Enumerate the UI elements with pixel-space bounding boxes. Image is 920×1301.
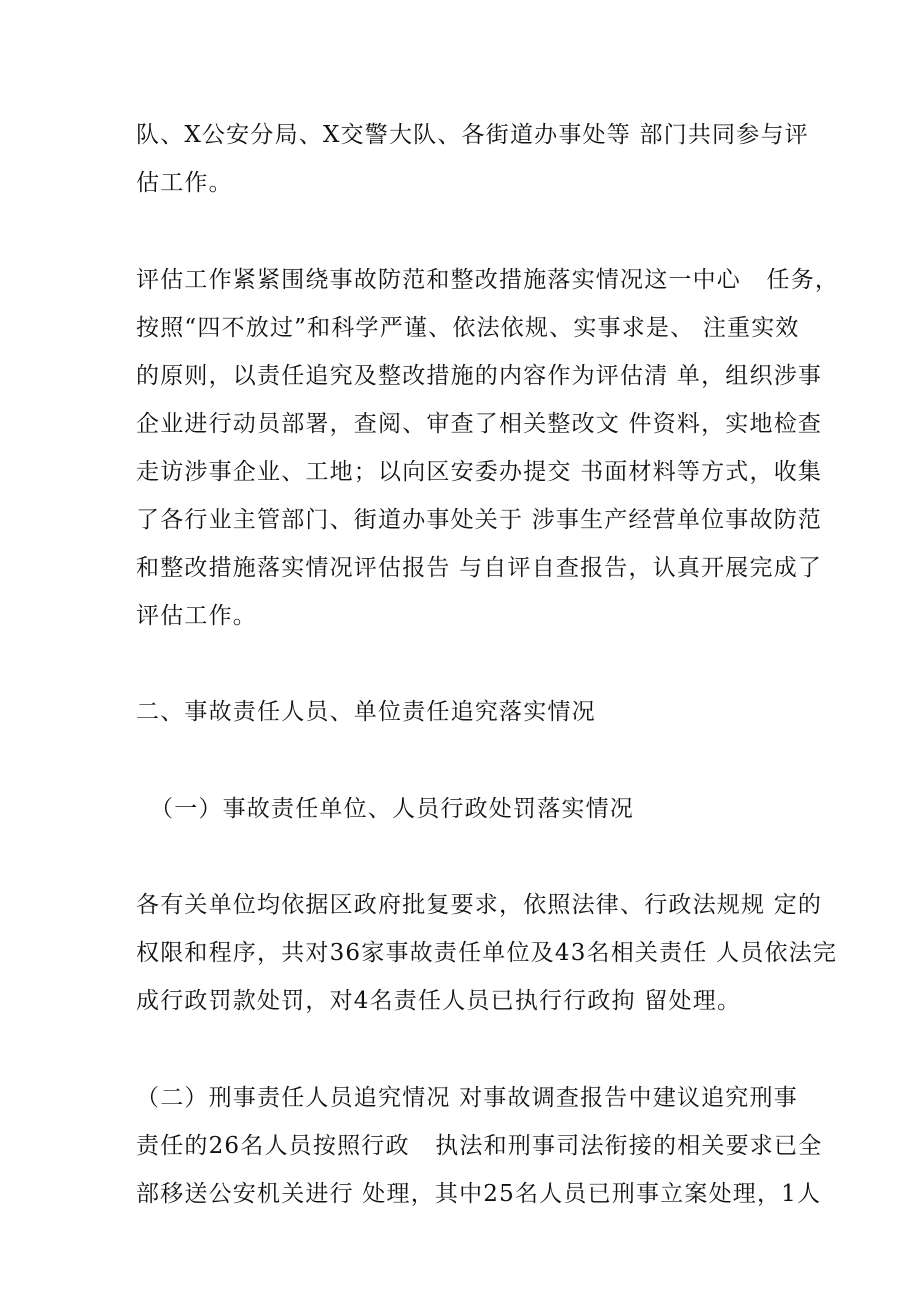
paragraph-line: 了各行业主管部门、街道办事处关于 涉事生产经营单位事故防范 [136,507,823,533]
paragraph-line: 和整改措施落实情况评估报告 与自评自查报告，认真开展完成了 [136,555,823,581]
paragraph-line: 权限和程序，共对36家事故责任单位及43名相关责任 人员依法完 [136,940,838,966]
section-heading: 二、事故责任人员、单位责任追究落实情况 [136,699,596,725]
paragraph-line: 企业进行动员部署，查阅、审查了相关整改文 件资料，实地检查 [136,411,823,437]
paragraph-line: 评估工作紧紧围绕事故防范和整改措施落实情况这一中心 任务， [136,267,840,293]
paragraph-line: 的原则，以责任追究及整改措施的内容作为评估清 单，组织涉事 [136,363,823,389]
paragraph-line: 各有关单位均依据区政府批复要求，依照法律、行政法规规 定的 [136,892,823,918]
subsection-heading: （一）事故责任单位、人员行政处罚落实情况 [150,796,634,822]
paragraph-line: 成行政罚款处罚，对4名责任人员已执行行政拘 留处理。 [136,988,742,1014]
paragraph-line: 评估工作。 [136,603,257,629]
paragraph-line: 部移送公安机关进行 处理，其中25名人员已刑事立案处理，1人 [136,1181,822,1207]
paragraph-line: 责任的26名人员按照行政 执法和刑事司法衔接的相关要求已全 [136,1133,823,1159]
paragraph-line: 按照“四不放过”和科学严谨、依法依规、实事求是、 注重实效 [136,315,800,341]
paragraph-line: （二）刑事责任人员追究情况 对事故调查报告中建议追究刑事 [136,1085,798,1111]
paragraph-line: 估工作。 [136,170,233,196]
paragraph-line: 走访涉事企业、工地；以向区安委办提交 书面材料等方式，收集 [136,459,823,485]
paragraph-line: 队、X公安分局、X交警大队、各街道办事处等 部门共同参与评 [136,122,809,148]
